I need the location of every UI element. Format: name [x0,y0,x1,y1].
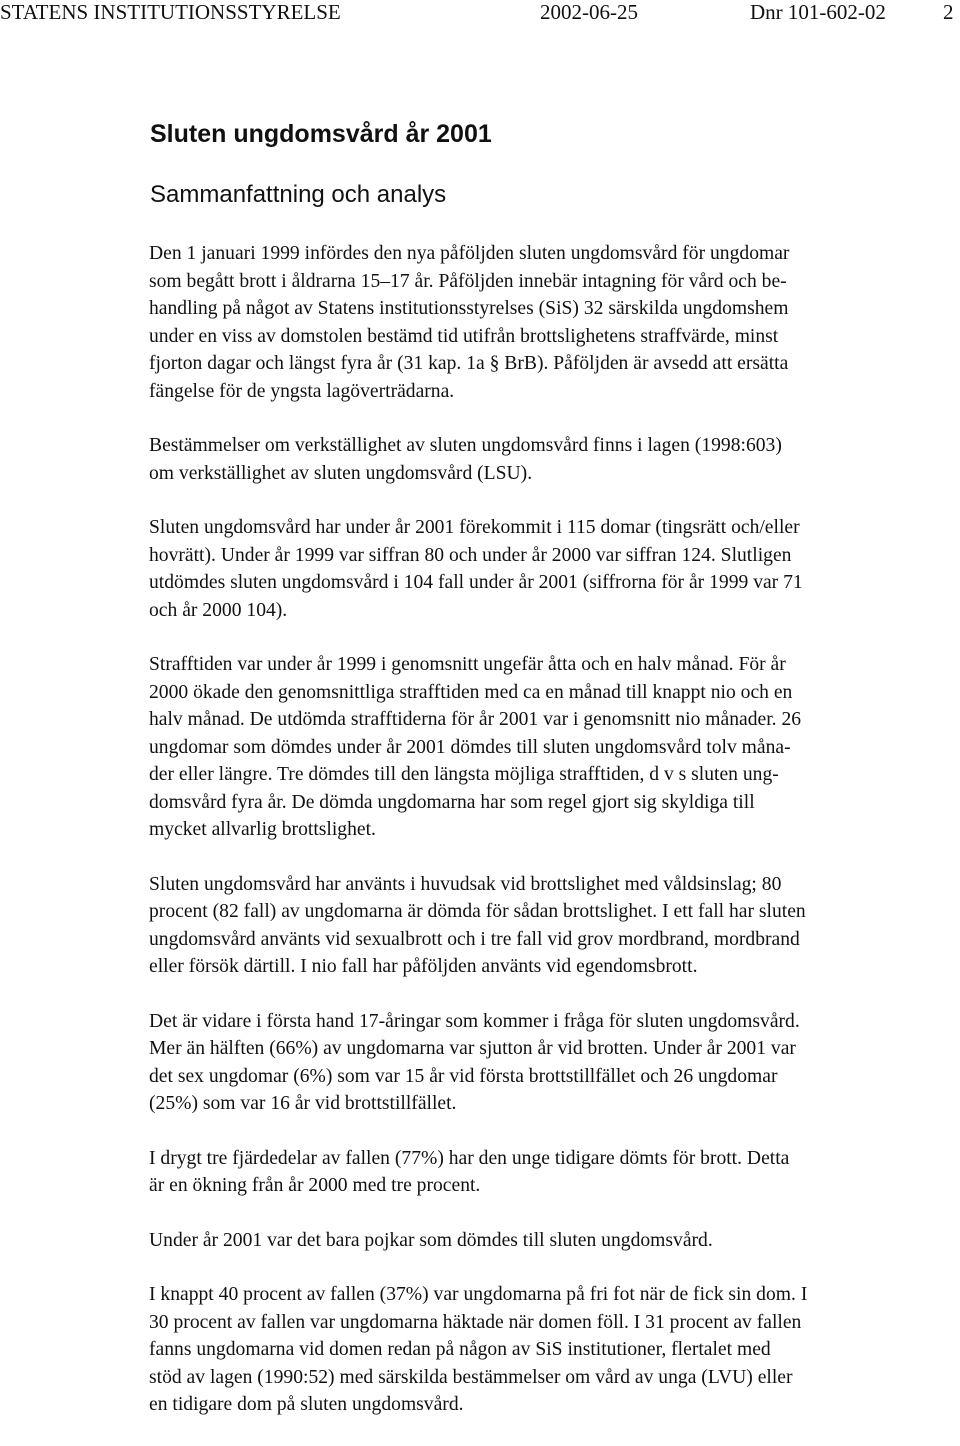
paragraph-line: mycket allvarlig brottslighet. [149,819,376,840]
paragraph-line: Den 1 januari 1999 infördes den nya påföljden sluten ungdomsvård för ungdomar [149,243,790,264]
paragraph [149,651,960,844]
paragraph-line: under en viss av domstolen bestämd tid utifrån brottslighetens straffvärde, minst [149,325,779,347]
paragraph-line: Strafftiden var under år 1999 i genomsnitt ungefär åtta och en halv månad. För år [149,654,786,675]
paragraph-line: (25%) som var 16 år vid brottstillfället. [149,1093,457,1114]
paragraph-line: utdömdes sluten ungdomsvård i 104 fall under år 2001 (siffrorna för år 1999 var 71 [149,572,803,593]
header-dnr: Dnr 101-602-02 [750,0,886,24]
paragraph [149,1145,960,1200]
paragraph-line: ungdomsvård använts vid sexualbrott och i tre fall vid grov mordbrand, mordbrand [149,928,800,950]
header-organization: STATENS INSTITUTIONSSTYRELSE [0,0,341,24]
paragraph-line: procent (82 fall) av ungdomarna är dömda för sådan brottslighet. I ett fall har sluten [149,901,806,922]
header-page-number: 2 [943,0,954,24]
paragraph-line: handling på något av Statens institutionsstyrelses (SiS) 32 särskilda ungdomshem [149,298,789,319]
paragraph [149,871,960,981]
paragraph-line: ungdomar som dömdes under år 2001 dömdes till sluten ungdomsvård tolv måna- [149,736,791,758]
paragraph-line: om verkställighet av sluten ungdomsvård (LSU). [149,462,533,484]
paragraph-line: Mer än hälften (66%) av ungdomarna var sjutton år vid brotten. Under år 2001 var [149,1038,796,1059]
paragraph [149,1227,960,1255]
paragraph [149,432,960,487]
header-date: 2002-06-25 [540,0,638,24]
paragraph-line: fängelse för de yngsta lagöverträdarna. [149,380,455,402]
paragraph-line: en tidigare dom på sluten ungdomsvård. [149,1394,464,1415]
paragraph-line: hovrätt). Under år 1999 var siffran 80 och under år 2000 var siffran 124. Slutligen [149,544,792,566]
paragraph [149,514,960,624]
document-body [149,240,960,1446]
paragraph-line: I knappt 40 procent av fallen (37%) var ungdomarna på fri fot när de fick sin dom. I [149,1284,808,1305]
paragraph-line: som begått brott i åldrarna 15–17 år. Påföljden innebär intagning för vård och be- [149,270,787,292]
paragraph-line: stöd av lagen (1990:52) med särskilda bestämmelser om vård av unga (LVU) eller [149,1366,793,1388]
paragraph [149,240,960,405]
paragraph [149,1008,960,1118]
paragraph-line: domsvård fyra år. De dömda ungdomarna har som regel gjort sig skyldiga till [149,791,755,813]
paragraph-line: 2000 ökade den genomsnittliga strafftiden med ca en månad till knappt nio och en [149,681,793,703]
paragraph-line: der eller längre. Tre dömdes till den längsta möjliga strafftiden, d v s sluten ung- [149,764,779,785]
paragraph-line: Det är vidare i första hand 17-åringar som kommer i fråga för sluten ungdomsvård. [149,1010,800,1032]
paragraph-line: 30 procent av fallen var ungdomarna häktade när domen föll. I 31 procent av fallen [149,1311,802,1333]
paragraph-line: fanns ungdomarna vid domen redan på någon av SiS institutioner, flertalet med [149,1339,771,1360]
paragraph-line: fjorton dagar och längst fyra år (31 kap. 1a § BrB). Påföljden är avsedd att ersätta [149,353,789,374]
document-title: Sluten ungdomsvård år 2001 [150,120,492,148]
paragraph-line: halv månad. De utdömda strafftiderna för år 2001 var i genomsnitt nio månader. 26 [149,709,802,730]
paragraph-line: Under år 2001 var det bara pojkar som dömdes till sluten ungdomsvård. [149,1229,713,1251]
paragraph [149,1281,960,1419]
paragraph-line: det sex ungdomar (6%) som var 15 år vid första brottstillfället och 26 ungdomar [149,1065,778,1087]
paragraph-line: Bestämmelser om verkställighet av sluten ungdomsvård finns i lagen (1998:603) [149,435,782,456]
paragraph-line: eller försök därtill. I nio fall har påföljden använts vid egendomsbrott. [149,956,698,977]
paragraph-line: och år 2000 104). [149,599,288,621]
paragraph-line: I drygt tre fjärdedelar av fallen (77%) har den unge tidigare dömts för brott. Detta [149,1147,790,1169]
paragraph-line: Sluten ungdomsvård har under år 2001 förekommit i 115 domar (tingsrätt och/eller [149,517,800,538]
paragraph-line: är en ökning från år 2000 med tre procent. [149,1175,481,1196]
paragraph-line: Sluten ungdomsvård har använts i huvudsak vid brottslighet med våldsinslag; 80 [149,873,782,895]
document-subtitle: Sammanfattning och analys [150,181,447,208]
page-header [0,0,960,28]
